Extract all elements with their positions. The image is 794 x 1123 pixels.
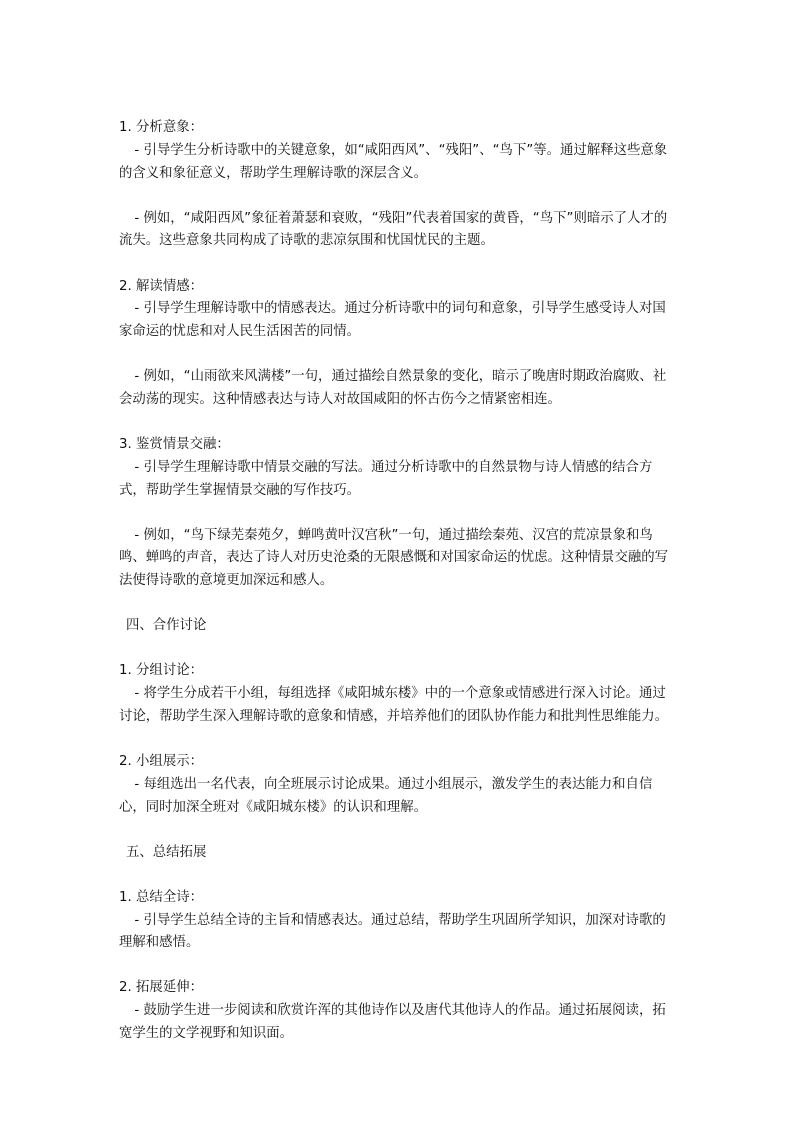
item-point: - 每组选出一名代表，向全班展示讨论成果。通过小组展示，激发学生的表达能力和自信心，同时加深全班对《咸阳城东楼》的认识和理解。 [119,776,653,815]
item-point: - 鼓励学生进一步阅读和欣赏许浑的其他诗作以及唐代其他诗人的作品。通过拓展阅读，拓宽学生的文学视野和知识面。 [119,1003,666,1041]
item-label: 1. 分析意象： [119,120,203,135]
item-point: - 例如，“鸟下绿芜秦苑夕，蝉鸣黄叶汉宫秋”一句，通过描绘秦苑、汉宫的荒凉景象和鸟鸣、蝉鸣的声音，表达了诗人对历史沧桑的无限感慨和对国家命运的忧虑。这种情景交融的写法使得诗歌的意境更加深远和感人。 [119,527,669,589]
item-extension-reading [119,977,679,1045]
item-label: 2. 解读情感： [119,278,203,294]
item-point: - 引导学生分析诗歌中的关键意象，如“咸阳西风”、“残阳”、“鸟下”等。通过解释这些意象的含义和象征意义，帮助学生理解诗歌的深层含义。 [119,142,668,181]
item-point: - 引导学生理解诗歌中的情感表达。通过分析诗歌中的词句和意象，引导学生感受诗人对国家命运的忧虑和对人民生活困苦的同情。 [119,301,666,340]
item-example [119,366,679,412]
item-point: - 引导学生理解诗歌中情景交融的写法。通过分析诗歌中的自然景物与诗人情感的结合方式，帮助学生掌握情景交融的写作技巧。 [119,459,653,498]
item-point: - 将学生分成若干小组，每组选择《咸阳城东楼》中的一个意象或情感进行深入讨论。通过讨论，帮助学生深入理解诗歌的意象和情感，并培养他们的团队协作能力和批判性思维能力。 [119,686,669,724]
item-group-presentation [119,751,679,819]
item-label: 3. 鉴赏情景交融： [119,437,230,452]
item-label: 2. 小组展示： [119,754,203,769]
item-appreciate-scene-emotion [119,434,679,502]
document-body [119,117,679,1068]
item-label: 1. 总结全诗： [119,889,203,905]
item-analyze-imagery [119,117,679,185]
item-label: 1. 分组讨论： [119,663,203,679]
item-example [119,525,679,593]
item-example [119,208,679,254]
item-point: - 引导学生总结全诗的主旨和情感表达。通过总结，帮助学生巩固所学知识，加深对诗歌的理解和感悟。 [119,912,666,951]
item-summarize-poem [119,887,679,955]
item-point: - 例如，“山雨欲来风满楼”一句，通过描绘自然景象的变化，暗示了晚唐时期政治腐败、社会动荡的现实。这种情感表达与诗人对故国咸阳的怀古伤今之情紧密相连。 [119,369,667,407]
item-label: 2. 拓展延伸： [119,980,203,996]
item-group-discussion [119,660,679,728]
section-heading-cooperative-discussion: 四、合作讨论 [126,618,207,634]
item-interpret-emotion [119,276,679,344]
section-heading-summary-extension: 五、总结拓展 [126,844,207,860]
item-point: - 例如，“咸阳西风”象征着萧瑟和衰败，“残阳”代表着国家的黄昏，“鸟下”则暗示了人才的流失。这些意象共同构成了诗歌的悲凉氛围和忧国忧民的主题。 [119,210,668,249]
